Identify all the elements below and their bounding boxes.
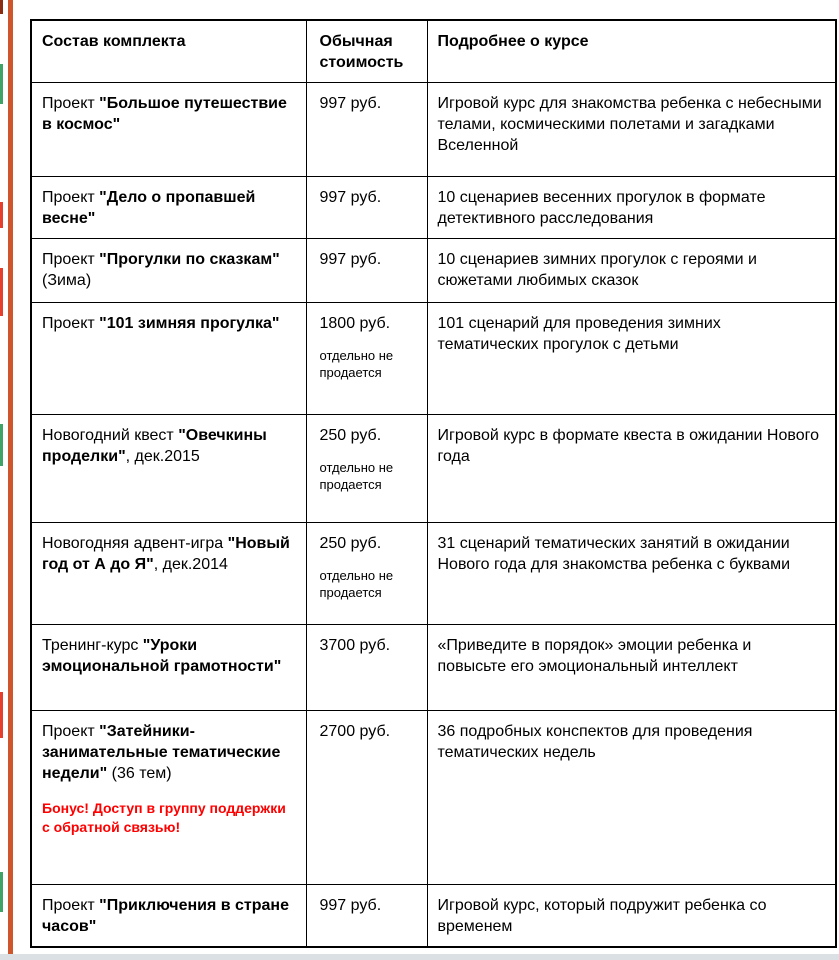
kit-cell — [31, 523, 306, 625]
price-note: отдельно не продается — [319, 460, 394, 492]
edge-fragment-green — [0, 64, 3, 104]
price-value: 997 руб. — [319, 251, 382, 268]
table-row — [31, 885, 836, 948]
kit-title: Проект "101 зимняя прогулка" — [42, 315, 280, 332]
price-cell — [306, 303, 427, 415]
price-value: 3700 руб. — [319, 637, 391, 654]
kit-title: Тренинг-курс "Уроки эмоциональной грамотности" — [42, 637, 282, 675]
kit-title: Проект "Прогулки по сказкам" (Зима) — [42, 251, 280, 289]
table-row — [31, 177, 836, 239]
description-cell: 10 сценариев весенних прогулок в формате детективного расследования — [427, 177, 836, 239]
price-cell — [306, 239, 427, 303]
kit-cell — [31, 303, 306, 415]
price-cell — [306, 415, 427, 523]
kit-title: Проект "Дело о пропавшей весне" — [42, 189, 256, 227]
table-row — [31, 625, 836, 711]
kit-title: Новогодний квест "Овечкины проделки", дек.2015 — [42, 427, 267, 465]
kit-title: Проект "Затейники-занимательные тематические недели" (36 тем) — [42, 723, 281, 782]
price-value: 997 руб. — [319, 95, 382, 112]
edge-fragment-dark — [0, 0, 3, 14]
price-note: отдельно не продается — [319, 348, 394, 380]
price-value: 997 руб. — [319, 189, 382, 206]
description-cell: 31 сценарий тематических занятий в ожидании Нового года для знакомства ребенка с буквами — [427, 523, 836, 625]
description-cell: 36 подробных конспектов для проведения тематических недель — [427, 711, 836, 885]
kit-cell — [31, 711, 306, 885]
description-cell: Игровой курс в формате квеста в ожидании Нового года — [427, 415, 836, 523]
column-header-kit: Состав комплекта — [31, 20, 306, 83]
edge-fragment-red — [0, 692, 3, 738]
edge-fragment-green — [0, 424, 3, 466]
table-row — [31, 711, 836, 885]
edge-fragment-green — [0, 872, 3, 912]
kit-title: Проект "Большое путешествие в космос" — [42, 95, 287, 133]
description-cell: 101 сценарий для проведения зимних тематических прогулок с детьми — [427, 303, 836, 415]
kit-title: Проект "Приключения в стране часов" — [42, 897, 289, 935]
kit-cell — [31, 625, 306, 711]
edge-fragment-red — [0, 268, 3, 316]
description-cell: Игровой курс, который подружит ребенка со временем — [427, 885, 836, 948]
price-value: 250 руб. — [319, 427, 382, 444]
column-header-price: Обычная стоимость — [306, 20, 427, 83]
kit-cell — [31, 177, 306, 239]
table-row — [31, 415, 836, 523]
kit-title: Новогодняя адвент-игра "Новый год от А до Я", дек.2014 — [42, 535, 290, 573]
price-value: 997 руб. — [319, 897, 382, 914]
price-cell — [306, 711, 427, 885]
viewport-bottom-bar — [0, 954, 839, 960]
pricing-table — [30, 19, 837, 948]
kit-cell — [31, 415, 306, 523]
kit-cell — [31, 83, 306, 177]
left-accent-stripe — [8, 0, 13, 954]
table-row — [31, 523, 836, 625]
table-row — [31, 83, 836, 177]
table-header-row — [31, 20, 836, 83]
edge-fragment-red — [0, 202, 3, 228]
price-value: 1800 руб. — [319, 315, 391, 332]
description-cell: «Приведите в порядок» эмоции ребенка и повысьте его эмоциональный интеллект — [427, 625, 836, 711]
description-cell: Игровой курс для знакомства ребенка с небесными телами, космическими полетами и загадками Вселенной — [427, 83, 836, 177]
description-cell: 10 сценариев зимних прогулок с героями и сюжетами любимых сказок — [427, 239, 836, 303]
bonus-note: Бонус! Доступ в группу поддержки с обратной связью! — [42, 800, 286, 835]
kit-cell — [31, 239, 306, 303]
price-value: 250 руб. — [319, 535, 382, 552]
price-cell — [306, 625, 427, 711]
price-cell — [306, 885, 427, 948]
price-cell — [306, 83, 427, 177]
table-row — [31, 239, 836, 303]
price-value: 2700 руб. — [319, 723, 391, 740]
column-header-details: Подробнее о курсе — [427, 20, 836, 83]
price-cell — [306, 177, 427, 239]
kit-cell — [31, 885, 306, 948]
table-row — [31, 303, 836, 415]
price-note: отдельно не продается — [319, 568, 394, 600]
price-cell — [306, 523, 427, 625]
